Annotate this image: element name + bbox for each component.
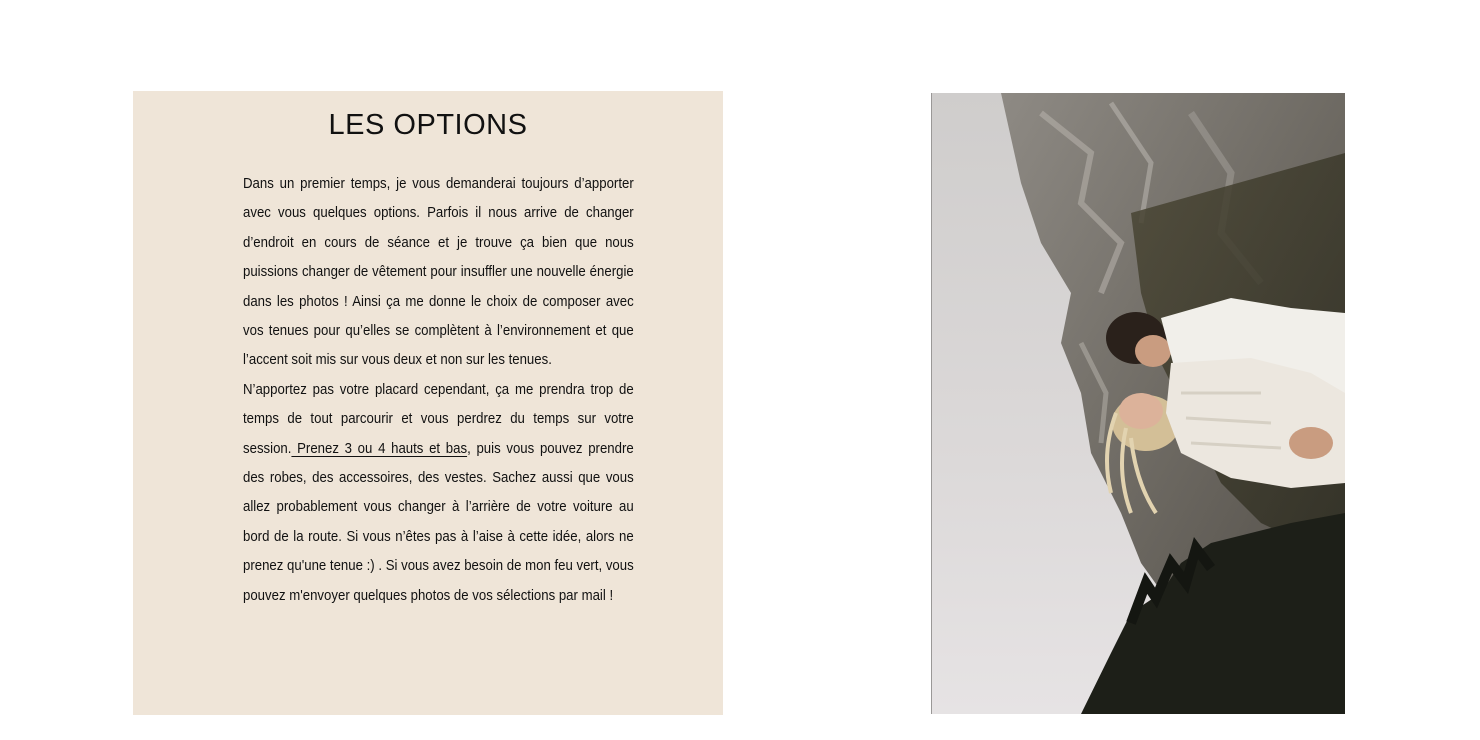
paragraph-advice-end: , puis vous pouvez prendre des robes, des accessoires, des vestes. Sachez aussi que vous allez probablement vous changer à l’arrière de votre voiture au bord de la route. Si vous n’êtes pas à l’aise à cette idée, alors ne prenez qu'une tenue :) . Si vous avez besoin de mon feu vert, vous pouvez m'envoyer quelques photos de vos sélections par mail ! xyxy=(243,439,634,604)
paragraph-advice xyxy=(243,375,634,610)
paragraph-intro xyxy=(243,169,634,375)
couple-photo-illustration xyxy=(931,93,1345,714)
section-title: LES OPTIONS xyxy=(328,109,528,141)
paragraph-intro-end: . Parfois il nous arrive de changer d’endroit en cours de séance et je trouve ça bien que nous puissions changer de vêtement pour insuffler une nouvelle énergie dans les photos ! Ainsi ça me donne le choix de composer avec vos tenues pour qu’elles se complètent à l’environnement et que l’accent soit mis sur vous deux et non sur les tenues. xyxy=(243,204,634,369)
couple-photo xyxy=(931,93,1345,714)
outfit-count-link[interactable]: Prenez 3 ou 4 hauts et bas xyxy=(291,439,468,457)
options-body xyxy=(243,169,634,610)
options-text-card xyxy=(133,91,723,715)
paragraph-intro-start: Dans un premier temps, je vous demanderai toujours d’apporter avec vous xyxy=(243,175,634,222)
paragraph-advice-start: N’apportez pas votre placard cependant, ça me prendra trop de temps de tout parcourir et vous perdrez du temps sur votre session. xyxy=(243,380,634,457)
options-highlight: quelques options xyxy=(313,204,417,222)
